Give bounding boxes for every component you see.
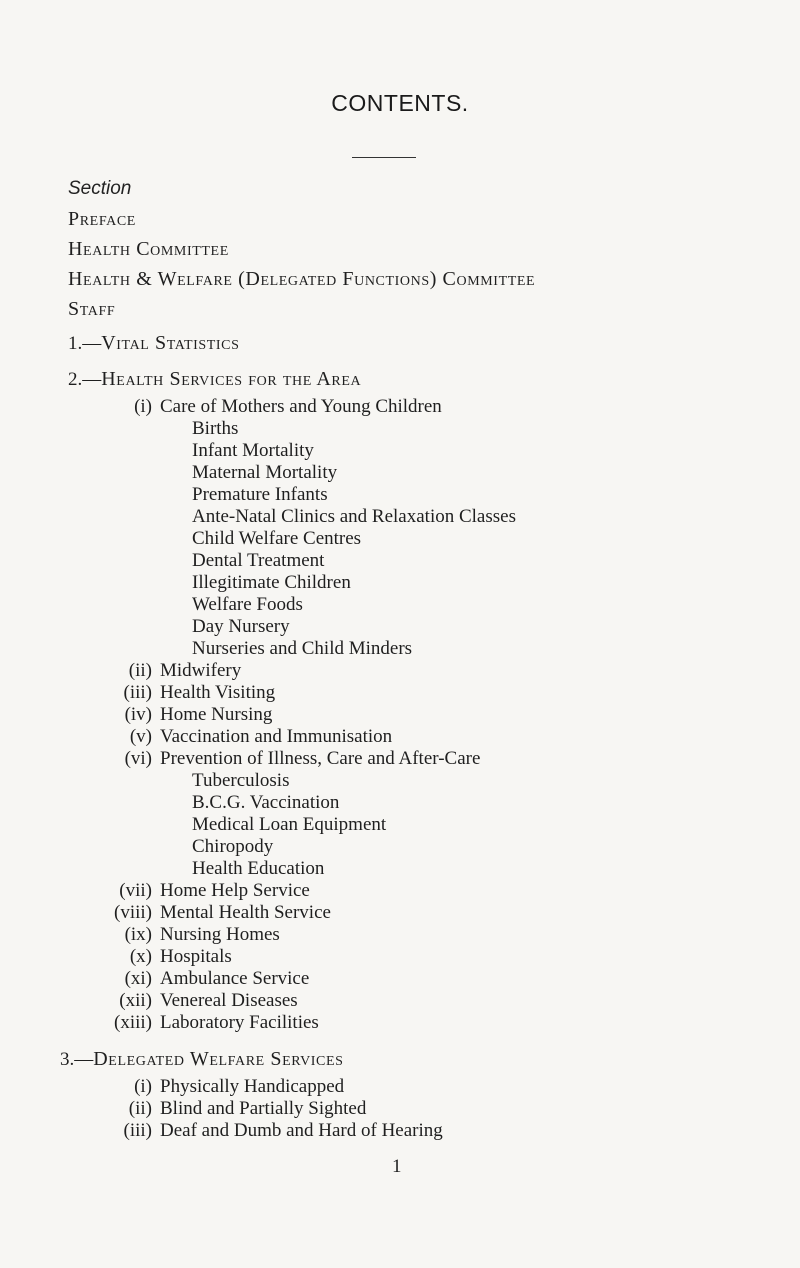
toc-item-deaf: Deaf and Dumb and Hard of Hearing	[160, 1120, 443, 1141]
toc-part-1	[68, 332, 240, 355]
toc-item-health-visiting: Health Visiting	[160, 682, 276, 703]
toc-subitem: Tuberculosis	[192, 770, 290, 791]
toc-subitem: Dental Treatment	[192, 550, 325, 571]
toc-subitem: Child Welfare Centres	[192, 528, 362, 549]
toc-health-committee: Health Committee	[68, 238, 229, 260]
toc-subitem: Ante-Natal Clinics and Relaxation Classes	[192, 506, 516, 527]
toc-staff: Staff	[68, 298, 116, 320]
roman-numeral: (viii)	[114, 902, 152, 923]
roman-numeral: (ii)	[128, 1098, 152, 1119]
roman-numeral: (i)	[134, 396, 152, 417]
toc-item-midwifery: Midwifery	[160, 660, 242, 681]
toc-item-laboratory: Laboratory Facilities	[160, 1012, 319, 1033]
page-number: 1	[392, 1156, 402, 1177]
toc-subitem: Welfare Foods	[192, 594, 303, 615]
roman-numeral: (xiii)	[114, 1012, 152, 1033]
toc-subitem: Medical Loan Equipment	[192, 814, 387, 835]
roman-numeral: (ix)	[124, 924, 152, 945]
toc-item-prevention: Prevention of Illness, Care and After-Care	[160, 748, 481, 769]
toc-item-physically-handicapped: Physically Handicapped	[160, 1076, 345, 1097]
part-label: Delegated Welfare Services	[93, 1048, 344, 1070]
page-title: CONTENTS.	[331, 90, 469, 116]
toc-subitem: Maternal Mortality	[192, 462, 338, 483]
roman-numeral: (vi)	[124, 748, 152, 769]
toc-item-venereal: Venereal Diseases	[160, 990, 298, 1011]
toc-part-2	[68, 368, 361, 391]
roman-numeral: (vii)	[119, 880, 152, 901]
toc-subitem: Births	[192, 418, 239, 439]
toc-subitem: Infant Mortality	[192, 440, 314, 461]
toc-item-nursing-homes: Nursing Homes	[160, 924, 280, 945]
toc-item-care-mothers: Care of Mothers and Young Children	[160, 396, 442, 417]
toc-subitem: Day Nursery	[192, 616, 290, 637]
part-number: 2.—	[68, 369, 102, 390]
roman-numeral: (xii)	[119, 990, 152, 1011]
toc-item-vaccination: Vaccination and Immunisation	[160, 726, 393, 747]
roman-numeral: (xi)	[124, 968, 152, 989]
toc-subitem: Nurseries and Child Minders	[192, 638, 413, 659]
toc-item-home-help: Home Help Service	[160, 880, 310, 901]
toc-item-hospitals: Hospitals	[160, 946, 232, 967]
toc-preface: Preface	[68, 208, 136, 230]
part-number: 3.—	[60, 1049, 94, 1070]
roman-numeral: (v)	[129, 726, 152, 747]
toc-item-ambulance: Ambulance Service	[160, 968, 310, 989]
toc-subitem: B.C.G. Vaccination	[192, 792, 340, 813]
roman-numeral: (iii)	[123, 682, 152, 703]
toc-delegated-committee: Health & Welfare (Delegated Functions) Committee	[68, 268, 536, 290]
part-label: Health Services for the Area	[101, 368, 362, 390]
toc-subitem: Illegitimate Children	[192, 572, 351, 593]
roman-numeral: (iii)	[123, 1120, 152, 1141]
toc-item-blind: Blind and Partially Sighted	[160, 1098, 367, 1119]
roman-numeral: (x)	[129, 946, 152, 967]
toc-subitem: Chiropody	[192, 836, 274, 857]
roman-numeral: (i)	[134, 1076, 152, 1097]
roman-numeral: (iv)	[124, 704, 152, 725]
part-label: Vital Statistics	[101, 332, 240, 354]
part-number: 1.—	[68, 333, 102, 354]
toc-subitem: Premature Infants	[192, 484, 328, 505]
section-column-label: Section	[68, 178, 132, 199]
toc-part-3	[60, 1048, 344, 1071]
toc-item-home-nursing: Home Nursing	[160, 704, 273, 725]
title-divider	[352, 157, 416, 158]
toc-item-mental-health: Mental Health Service	[160, 902, 331, 923]
toc-subitem: Health Education	[192, 858, 325, 879]
roman-numeral: (ii)	[128, 660, 152, 681]
